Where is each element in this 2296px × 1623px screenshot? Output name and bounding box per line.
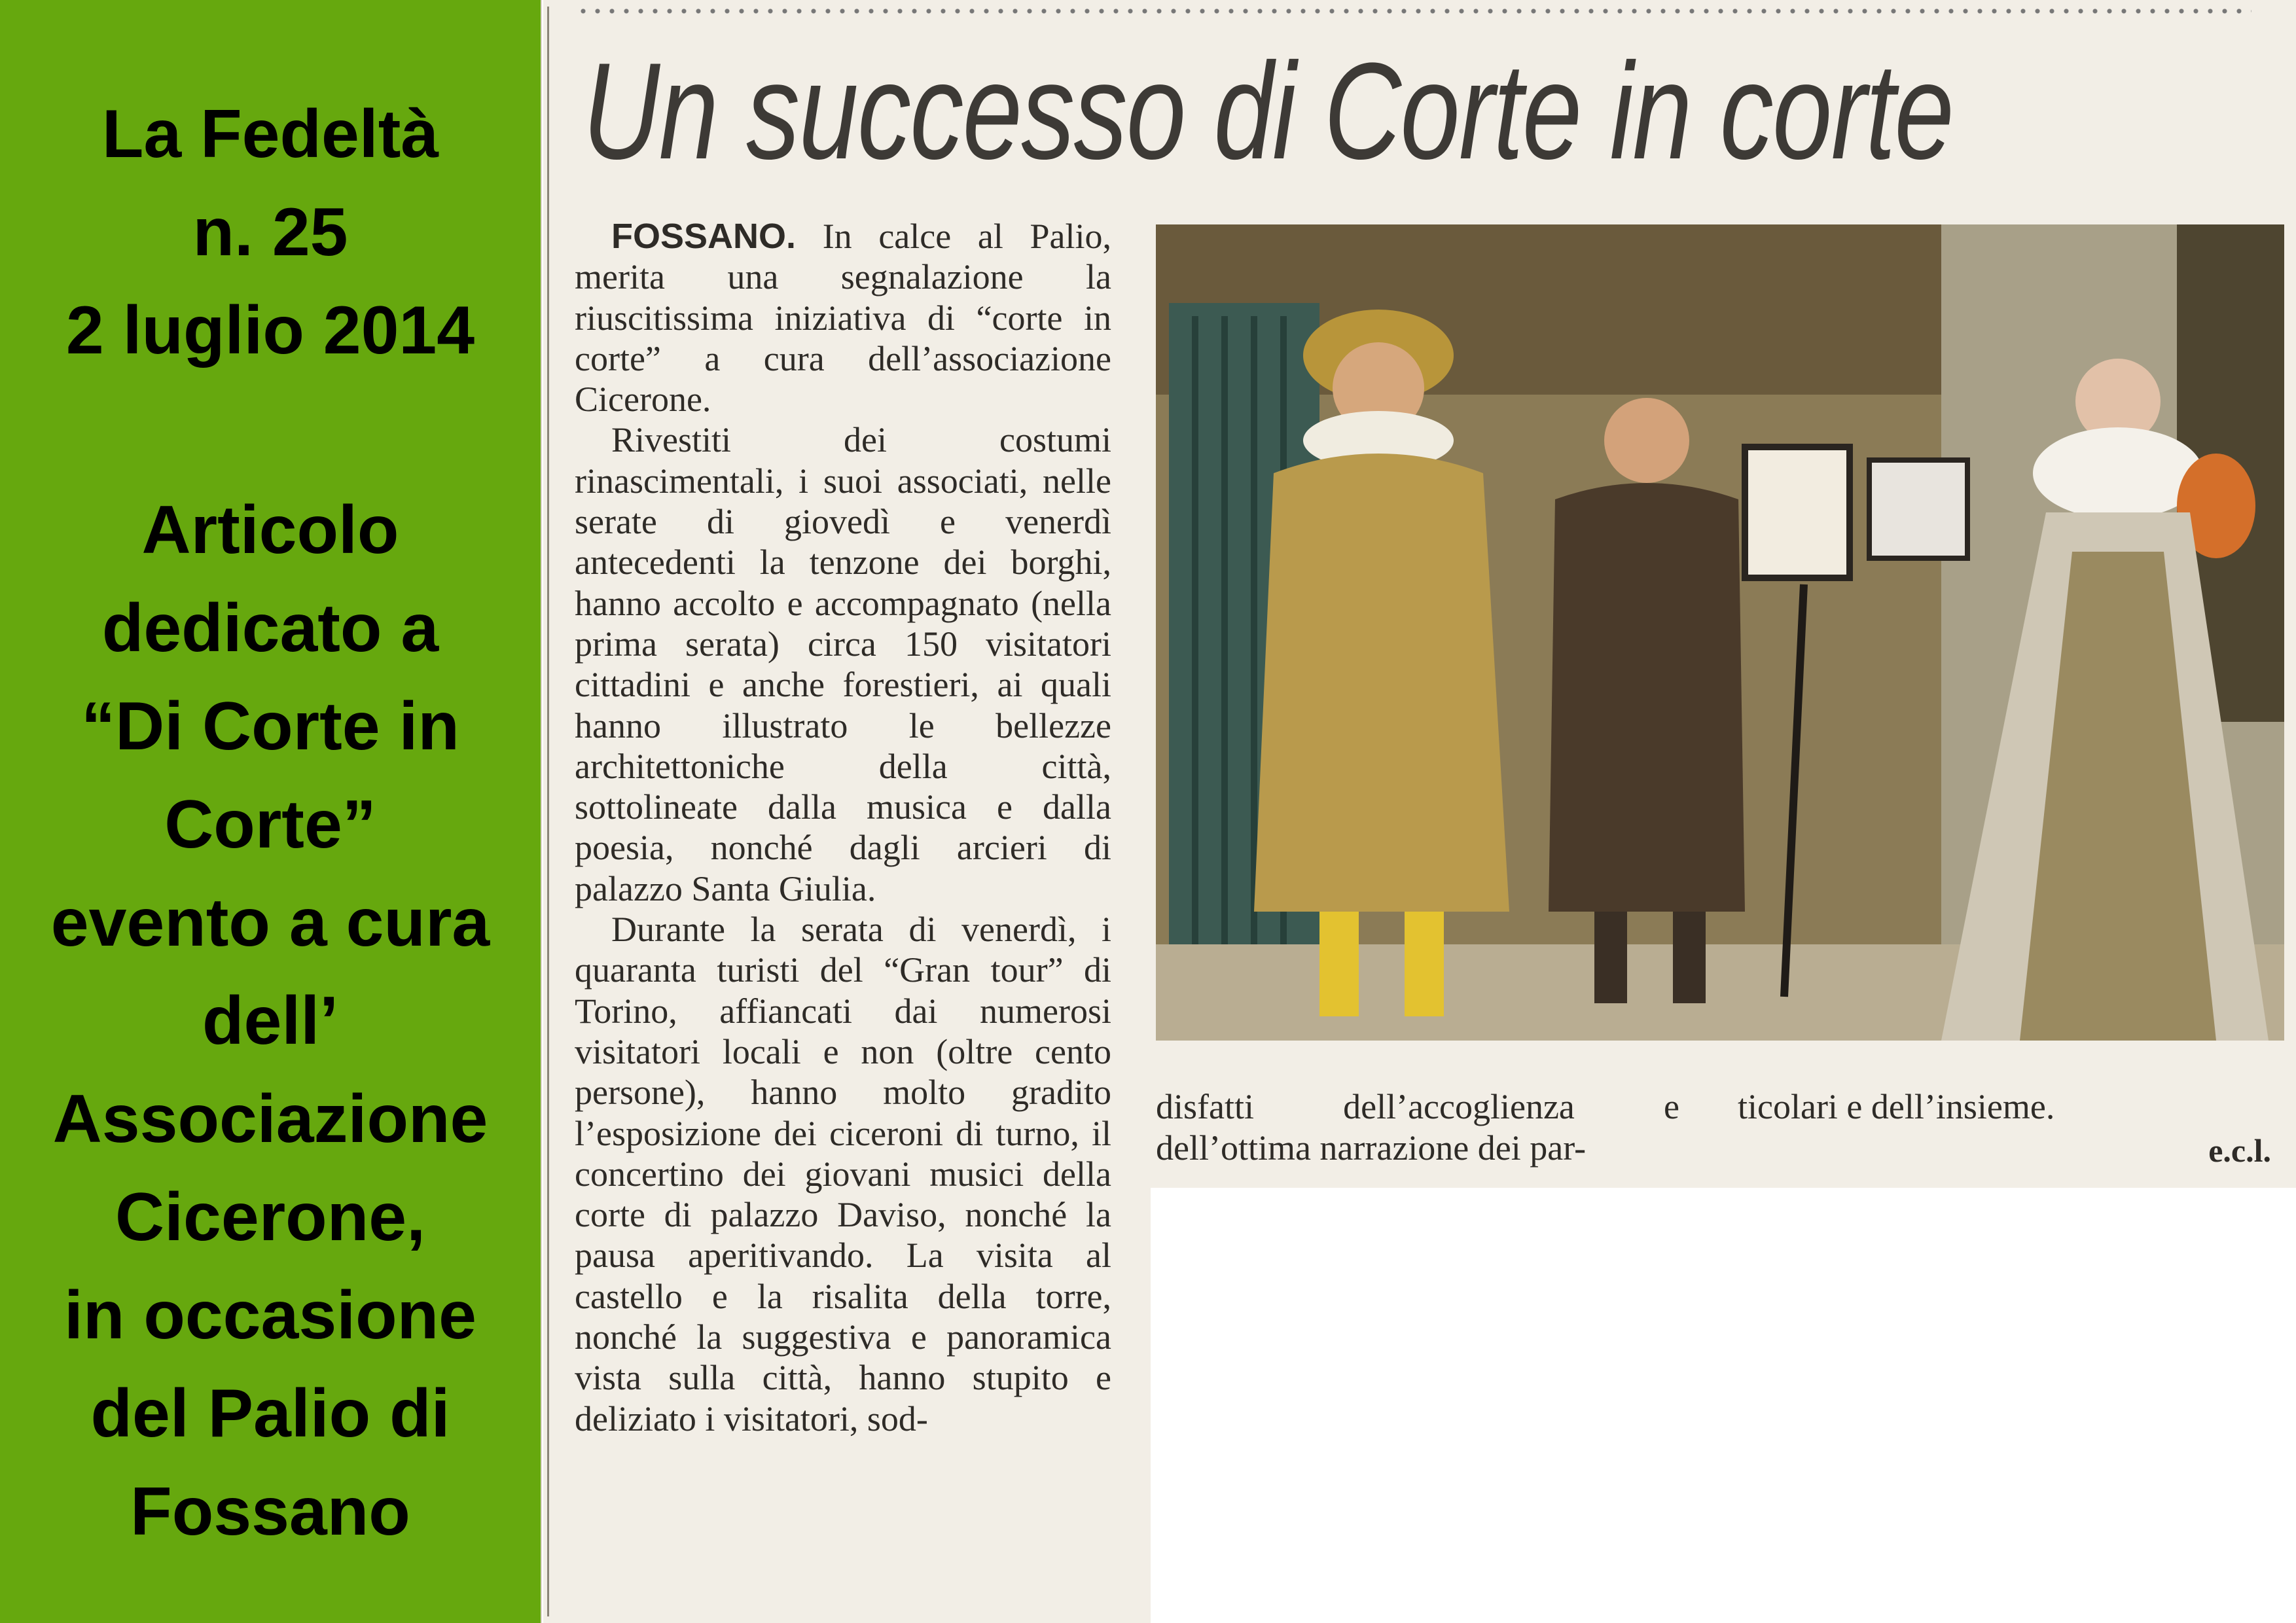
- info-line: Corte”: [164, 787, 376, 863]
- info-panel: [0, 0, 541, 1623]
- article-continuation: disfatti dell’accoglienza e dell’ottima narrazione dei par-: [1156, 1087, 1679, 1168]
- issue-number: n. 25: [192, 194, 348, 270]
- info-line: Articolo: [141, 492, 399, 568]
- author-signature: e.c.l.: [2208, 1132, 2271, 1169]
- info-line: Cicerone,: [115, 1179, 425, 1255]
- article-continuation-end: ticolari e dell’insieme.: [1738, 1087, 2055, 1126]
- info-line: del Palio di: [90, 1376, 450, 1452]
- info-line: Associazione: [52, 1081, 488, 1157]
- column-rule: [547, 7, 549, 1616]
- article-paragraph: [575, 216, 1111, 419]
- dotted-rule: [576, 7, 2251, 16]
- info-line: dell’: [202, 983, 339, 1059]
- article-headline: Un successo di Corte in corte: [583, 34, 1954, 188]
- article-photo: [1156, 224, 2284, 1041]
- info-line: evento a cura: [50, 885, 490, 961]
- dateline: FOSSANO.: [611, 217, 797, 256]
- newspaper-name: La Fedeltà: [101, 96, 439, 172]
- article-paragraph: Rivestiti dei costumi rinascimentali, i suoi associati, nelle serate di giovedì e venerdì antecedenti la tenzone dei borghi, hanno accolto e accompagnato (nella prima serata) circa 150 visitatori cittadini e anche forestieri, ai quali hanno illustrato le bellezze architettoniche della città, sottolineate dalla musica e dalla poesia, nonché dagli arcieri di palazzo Santa Giulia.: [575, 420, 1111, 908]
- article-body: [575, 216, 1111, 1439]
- info-line: dedicato a: [101, 590, 439, 666]
- costume-photo-illustration: [1156, 224, 2284, 1041]
- issue-date: 2 luglio 2014: [65, 293, 475, 368]
- article-paragraph: Durante la serata di venerdì, i quaranta turisti del “Gran tour” di Torino, affiancati dai numerosi visitatori locali e non (oltre cento persone), hanno molto gradito l’esposizione dei ciceroni di turno, il concertino dei giovani musici della corte di palazzo Daviso, nonché la pausa aperitivando. La visita al castello e la risalita della torre, nonché la suggestiva e panoramica vista sulla città, hanno stupito e deliziato i visitatori, sod-: [575, 910, 1111, 1438]
- info-line: Fossano: [130, 1474, 410, 1550]
- info-line: in occasione: [64, 1277, 476, 1353]
- info-line: “Di Corte in: [81, 688, 459, 764]
- paragraph-text: In calce al Palio, merita una segnalazione la riuscitissima iniziativa di “corte in corte” a cura dell’associazione Cicerone.: [575, 217, 1111, 419]
- panel-divider: [541, 0, 542, 1623]
